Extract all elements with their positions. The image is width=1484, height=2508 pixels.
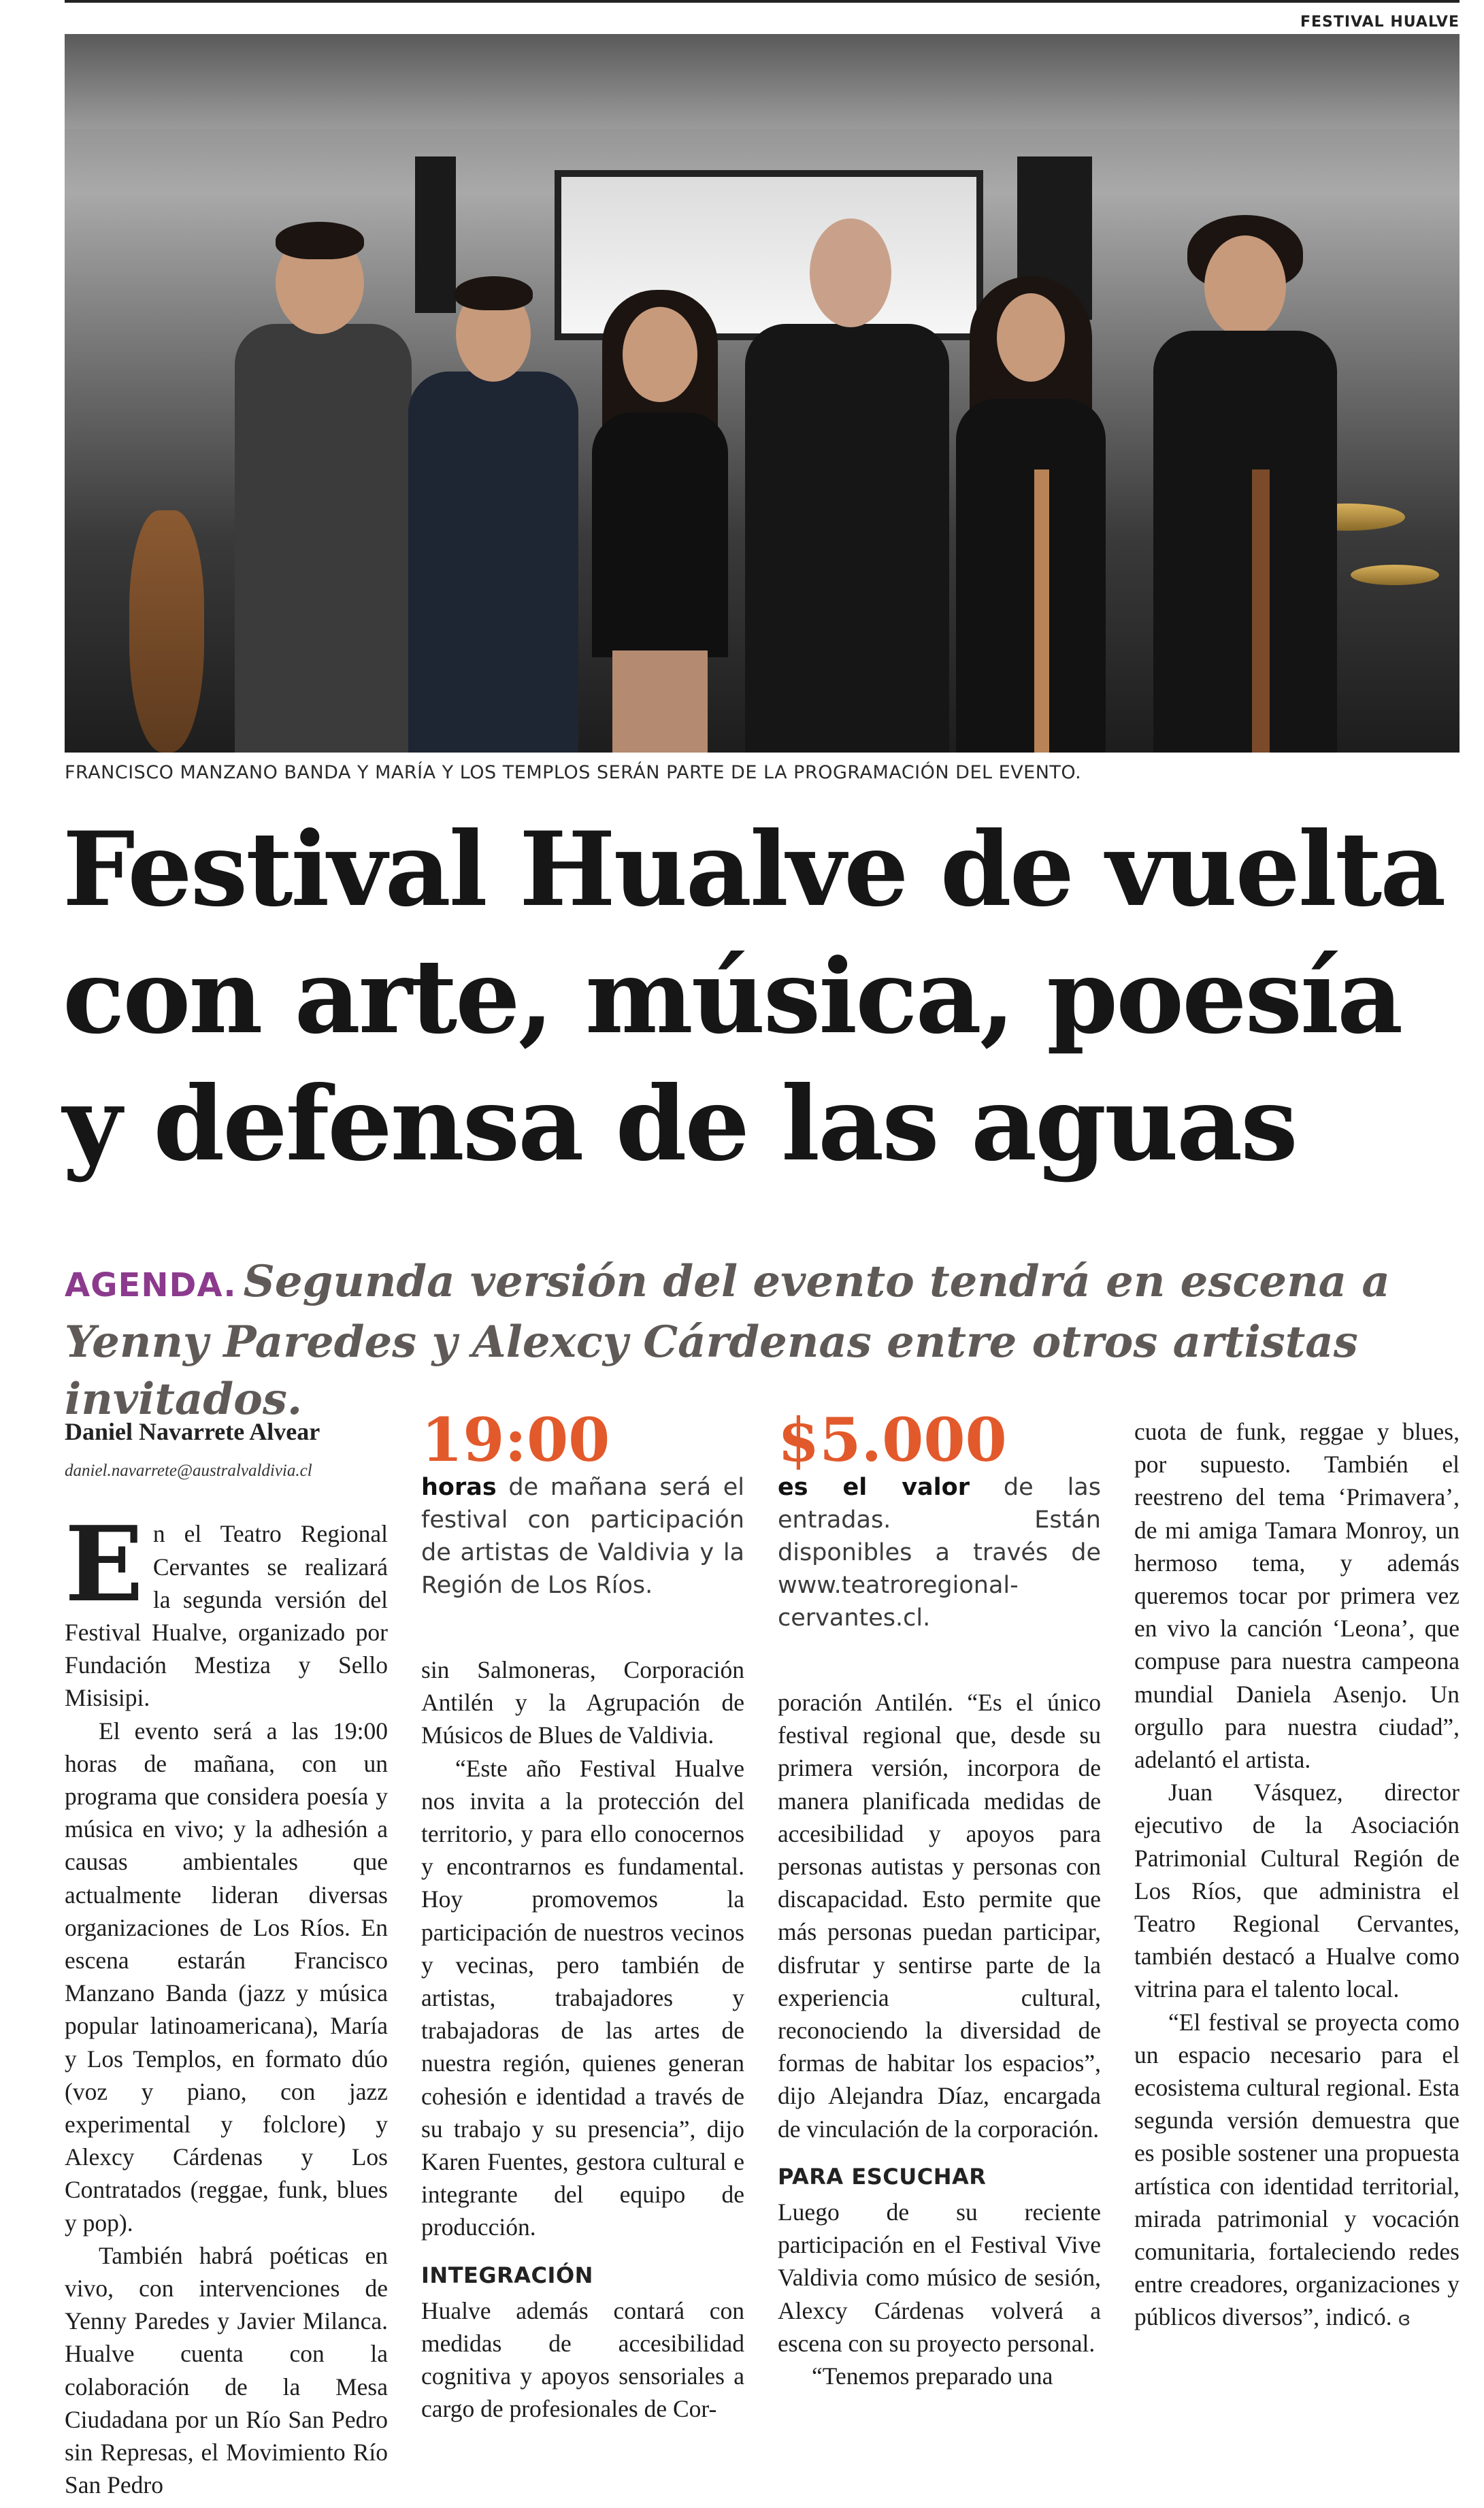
headline <box>63 806 1464 1188</box>
subheading: INTEGRACIÓN <box>421 2262 593 2288</box>
subheading: PARA ESCUCHAR <box>778 2163 987 2190</box>
stat-number: 19:00 <box>421 1404 610 1475</box>
stat-text: es el valor de las entradas. Están disponibles a través de www.teatroregional-cervantes.cl. <box>778 1474 1101 1632</box>
article-paragraph: poración Antilén. “Es el único festival regional que, desde su primera versión, incorpora de manera planificada medidas de accesibilidad y apoyos para personas autistas y personas con discapacidad. Esto permite que más personas puedan participar, disfrutar y sentirse parte de la experiencia cultural, reconociendo la diversidad de formas de habitar los espacios”, dijo Alejandra Díaz, encargada de vinculación de la corporación. <box>778 1689 1101 2143</box>
article-paragraph: Hualve además contará con medidas de accesibilidad cognitiva y apoyos sensoriales a cargo de profesionales de Cor- <box>421 2296 744 2423</box>
article-column-2 <box>421 1404 744 2426</box>
headline-line: y defensa de las aguas <box>63 1064 1296 1184</box>
photo-guitarist <box>942 215 1119 753</box>
headline-line: Festival Hualve de vuelta <box>63 810 1445 929</box>
photo-guitarist <box>1153 154 1337 753</box>
article-column-3 <box>778 1404 1101 2392</box>
article-column-1 <box>65 1415 388 2502</box>
article-paragraph: También habrá poéticas en vivo, con intervenciones de Yenny Paredes y Javier Milanca. Hualve cuenta con la colaboración de la Mesa Ciudadana por un Río San Pedro sin Represas, el Movimiento Río San Pedro <box>65 2241 388 2499</box>
deck <box>65 1253 1460 1428</box>
article-paragraph: En el Teatro Regional Cervantes se realizará la segunda versión del Festival Hualve, organizado por Fundación Mestiza y Sello Misisipi. <box>65 1503 388 1712</box>
article-paragraph: Luego de su reciente participación en el Festival Vive Valdivia como músico de sesión, Alexcy Cárdenas volverá a escena con su proyecto personal. <box>778 2198 1101 2357</box>
photo-cymbal <box>1351 565 1439 585</box>
stat-text: horas de mañana será el festival con participación de artistas de Valdivia y la Región de Los Ríos. <box>421 1474 744 1599</box>
article-paragraph: “Este año Festival Hualve nos invita a la protección del territorio, y para ello conocernos y encontrarnos es fundamental. Hoy promovemos la participación de nuestros vecinos y vecinas, pero también de artistas, trabajadores y trabajadoras de las artes de nuestra región, quienes generan cohesión e identidad a través de su trabajo y su presencia”, dijo Karen Fuentes, gestora cultural e integrante del equipo de producción. <box>421 1754 744 2241</box>
end-mark-icon: ɞ <box>1398 2307 1411 2330</box>
photo-musician <box>745 154 949 753</box>
drop-cap: E <box>65 1503 144 1626</box>
article-paragraph: “Tenemos preparado una <box>812 2362 1053 2390</box>
photo-singer <box>565 235 755 753</box>
photo-guitar <box>1034 469 1049 753</box>
photo-caption: FRANCISCO MANZANO BANDA Y MARÍA Y LOS TEMPLOS SERÁN PARTE DE LA PROGRAMACIÓN DEL EVENTO. <box>65 762 1082 783</box>
photo-guitar <box>129 510 204 753</box>
photo-ceiling <box>65 34 1460 129</box>
deck-tag: AGENDA. <box>65 1266 237 1304</box>
article-column-4 <box>1134 1415 1460 2336</box>
article-paragraph: sin Salmoneras, Corporación Antilén y la Agrupación de Músicos de Blues de Valdivia. <box>421 1656 744 1749</box>
photo-guitar <box>1252 469 1270 753</box>
photo-musician <box>408 208 578 753</box>
article-paragraph: cuota de funk, reggae y blues, por supuesto. También el reestreno del tema ‘Primavera’, de mi amiga Tamara Monroy, un hermoso tema, y además queremos tocar por primera vez en vivo la canción ‘Leona’, que compuse para nuestra campeona mundial Daniela Asenjo. Un orgullo para nuestra ciudad”, adelantó el artista. <box>1134 1418 1460 1774</box>
band-photo <box>65 34 1460 753</box>
top-rule <box>65 0 1460 3</box>
byline-author: Daniel Navarrete Alvear <box>65 1418 320 1445</box>
stat-number: $5.000 <box>778 1404 1007 1475</box>
deck-text: Segunda versión del evento tendrá en escena a Yenny Paredes y Alexcy Cárdenas entre otros artistas invitados. <box>65 1256 1390 1425</box>
section-label: FESTIVAL HUALVE <box>1300 14 1460 31</box>
article-paragraph: El evento será a las 19:00 horas de mañana, con un programa que considera poesía y música en vivo; y la adhesión a causas ambientales que actualmente lideran diversas organizaciones de Los Ríos. En escena estarán Francisco Manzano Banda (jazz y música popular latinoamericana), María y Los Templos, en formato dúo (voz y piano, con jazz experimental y folclore) y Alexcy Cárdenas y Los Contratados (reggae, funk, blues y pop). <box>65 1717 388 2237</box>
byline-email: daniel.navarrete@australvaldivia.cl <box>65 1462 312 1481</box>
article-paragraph: “El festival se proyecta como un espacio necesario para el ecosistema cultural regional. Esta segunda versión demuestra que es posible sostener una propuesta artística con identidad territorial, mirada patrimonial y vocación comunitaria, fortaleciendo redes entre creadores, organizaciones y públicos diversos”, indicó. ɞ <box>1134 2008 1460 2331</box>
headline-line: con arte, música, poesía <box>63 937 1402 1057</box>
article-paragraph: Juan Vásquez, director ejecutivo de la Asociación Patrimonial Cultural Región de Los Ríos, que administra el Teatro Regional Cervantes, también destacó a Hualve como vitrina para el talento local. <box>1134 1779 1460 2003</box>
photo-musician <box>228 154 418 753</box>
